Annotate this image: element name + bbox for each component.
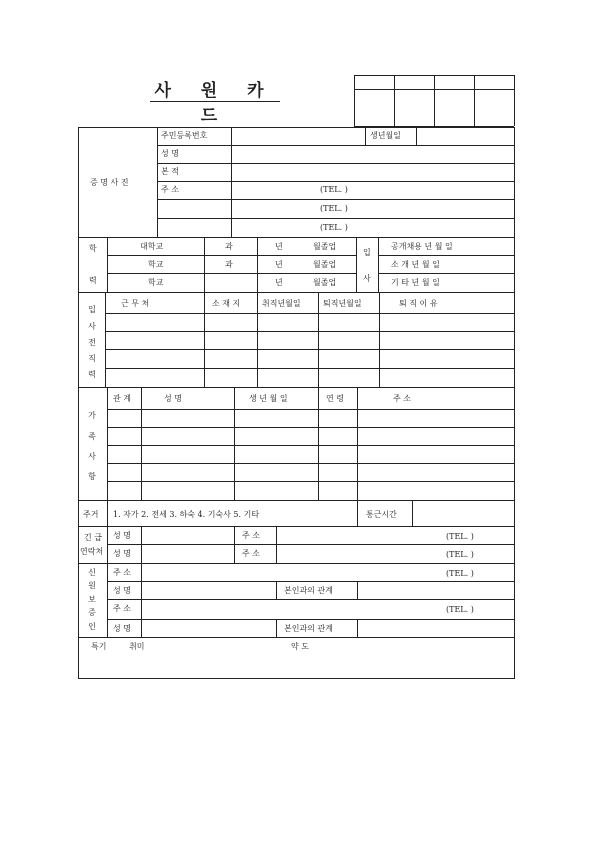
career-side-label: 전 bbox=[88, 338, 96, 347]
commute-field[interactable] bbox=[414, 502, 512, 524]
name-field[interactable] bbox=[233, 147, 512, 162]
hire-row: 기 타 년 월 일 bbox=[391, 278, 440, 287]
emergency-name-label: 성 명 bbox=[113, 531, 131, 540]
edu-school: 학교 bbox=[148, 260, 164, 269]
hire-side-label: 입 bbox=[363, 248, 371, 257]
hire-side-label: 사 bbox=[363, 274, 371, 283]
family-side-label: 족 bbox=[88, 432, 96, 441]
family-header: 성 명 bbox=[164, 394, 182, 403]
special-label: 특기 bbox=[91, 642, 107, 651]
edu-year: 년 bbox=[275, 260, 283, 269]
guarantor-name-label: 성 명 bbox=[113, 624, 131, 633]
career-side-label: 직 bbox=[88, 354, 96, 363]
birth-label: 생년월일 bbox=[370, 131, 401, 140]
emergency-tel-label: (TEL. ) bbox=[446, 550, 474, 559]
emergency-addr-label: 주 소 bbox=[242, 549, 260, 558]
career-header: 소 재 지 bbox=[212, 299, 241, 308]
name-label: 성 명 bbox=[161, 149, 179, 158]
residence-label: 주거 bbox=[83, 510, 99, 519]
career-header: 취직년월일 bbox=[262, 299, 301, 308]
career-side-label: 사 bbox=[88, 322, 96, 331]
guarantor-addr-label: 주 소 bbox=[113, 604, 131, 613]
career-side-label: 력 bbox=[88, 370, 96, 379]
origin-field[interactable] bbox=[233, 165, 512, 180]
commute-label: 통근시간 bbox=[366, 510, 397, 519]
origin-label: 본 적 bbox=[161, 167, 179, 176]
tel-label: (TEL. ) bbox=[320, 223, 348, 232]
edu-side-label: 력 bbox=[89, 276, 97, 285]
guarantor-relation-label: 본인과의 관계 bbox=[284, 624, 333, 633]
guarantor-side-label: 증 bbox=[88, 608, 96, 617]
guarantor-side-label: 신 bbox=[88, 568, 96, 577]
address-field[interactable] bbox=[233, 183, 318, 198]
edu-grad: 월졸업 bbox=[313, 260, 337, 269]
title-underline bbox=[150, 101, 280, 102]
edu-school: 학교 bbox=[148, 278, 164, 287]
family-side-label: 가 bbox=[88, 411, 96, 420]
family-side-label: 항 bbox=[88, 472, 96, 481]
birth-date-field[interactable] bbox=[418, 129, 512, 144]
family-header: 주 소 bbox=[393, 394, 411, 403]
edu-school: 대학교 bbox=[140, 242, 164, 251]
residence-options[interactable]: 1. 자가 2. 전세 3. 하숙 4. 기숙사 5. 기타 bbox=[113, 510, 260, 519]
hobby-label: 취미 bbox=[129, 642, 145, 651]
family-header: 관 계 bbox=[113, 394, 131, 403]
edu-grad: 월졸업 bbox=[313, 278, 337, 287]
emergency-side-label: 연락처 bbox=[80, 547, 104, 556]
emergency-name-label: 성 명 bbox=[113, 549, 131, 558]
family-header: 생 년 월 일 bbox=[249, 394, 288, 403]
address-label: 주 소 bbox=[161, 185, 179, 194]
edu-year: 년 bbox=[275, 278, 283, 287]
id-number-field[interactable] bbox=[233, 129, 363, 144]
guarantor-tel-label: (TEL. ) bbox=[446, 569, 474, 578]
edu-dept: 과 bbox=[225, 242, 233, 251]
family-side-label: 사 bbox=[88, 452, 96, 461]
emergency-tel-label: (TEL. ) bbox=[446, 532, 474, 541]
guarantor-addr-label: 주 소 bbox=[113, 568, 131, 577]
tel-label: (TEL. ) bbox=[320, 185, 348, 194]
page-title: 사 원 카 드 bbox=[154, 81, 276, 126]
career-header: 근 무 처 bbox=[121, 299, 150, 308]
hire-row: 공개채용 년 월 일 bbox=[391, 242, 453, 251]
guarantor-side-label: 인 bbox=[88, 622, 96, 631]
career-header: 퇴직년월일 bbox=[323, 299, 362, 308]
emergency-side-label: 긴 급 bbox=[84, 533, 102, 542]
guarantor-relation-label: 본인과의 관계 bbox=[284, 586, 333, 595]
family-header: 연 령 bbox=[326, 394, 344, 403]
edu-grad: 월졸업 bbox=[313, 242, 337, 251]
edu-side-label: 학 bbox=[89, 244, 97, 253]
guarantor-name-label: 성 명 bbox=[113, 586, 131, 595]
hire-row: 소 개 년 월 일 bbox=[391, 260, 440, 269]
edu-year: 년 bbox=[275, 242, 283, 251]
photo-label: 증 명 사 진 bbox=[90, 178, 129, 187]
career-side-label: 입 bbox=[88, 305, 96, 314]
tel-label: (TEL. ) bbox=[320, 204, 348, 213]
guarantor-tel-label: (TEL. ) bbox=[446, 605, 474, 614]
career-header: 퇴 직 이 유 bbox=[399, 299, 438, 308]
edu-dept: 과 bbox=[225, 260, 233, 269]
guarantor-side-label: 원 bbox=[88, 581, 96, 590]
map-label: 약 도 bbox=[291, 642, 309, 651]
guarantor-side-label: 보 bbox=[88, 595, 96, 604]
id-label: 주민등록번호 bbox=[161, 131, 208, 140]
emergency-addr-label: 주 소 bbox=[242, 531, 260, 540]
